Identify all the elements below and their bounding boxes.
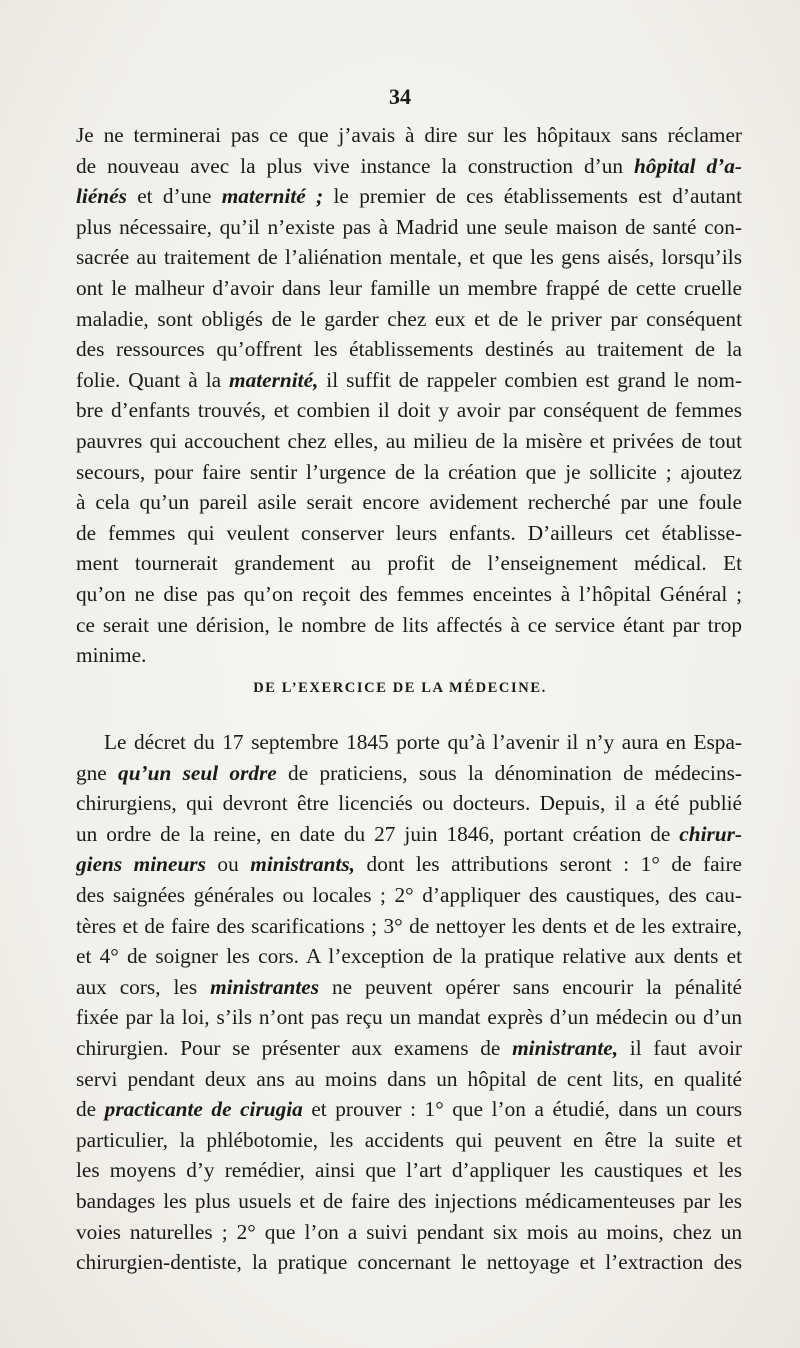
text-run: à cela qu’un pareil asile serait encore avidement recherché par une foule [76, 490, 742, 515]
text-line [76, 120, 742, 151]
text-run: chirurgiens, qui devront être licenciés ou docteurs. Depuis, il a été publié [76, 791, 742, 816]
paragraph-medicine-practice [76, 727, 742, 1278]
page-number: 34 [389, 84, 411, 109]
italic-text: maternité ; [221, 184, 324, 209]
text-line [76, 972, 742, 1003]
text-run: les moyens d’y remédier, ainsi que l’art d’appliquer les caustiques et les [76, 1158, 742, 1183]
italic-text: ministrantes [210, 974, 319, 999]
text-run: folie. Quant à la [76, 367, 230, 392]
text-line [76, 819, 742, 850]
text-run: dont les attributions seront : 1° de faire [355, 852, 742, 877]
text-line [76, 849, 742, 880]
italic-text: hôpital d’a- [634, 153, 742, 178]
text-run: plus nécessaire, qu’il n’existe pas à Madrid une seule maison de santé con- [76, 214, 742, 239]
text-run: voies naturelles ; 2° que l’on a suivi pendant six mois au moins, chez un [76, 1219, 742, 1244]
text-run: bandages les plus usuels et de faire des injections médicamenteuses par les [76, 1188, 742, 1213]
text-line [76, 487, 742, 518]
text-run: et 4° de soigner les cors. A l’exception de la pratique relative aux dents et [76, 944, 742, 969]
text-run: servi pendant deux ans au moins dans un hôpital de cent lits, en qualité [76, 1066, 742, 1091]
text-line [76, 640, 742, 671]
text-line [76, 1155, 742, 1186]
text-line [76, 212, 742, 243]
text-line [76, 1186, 742, 1217]
text-run: particulier, la phlébotomie, les accidents qui peuvent en être la suite et [76, 1127, 742, 1152]
text-line [76, 911, 742, 942]
italic-text: ministrante, [512, 1035, 619, 1060]
text-run: ou [205, 852, 251, 877]
text-run: ont le malheur d’avoir dans leur famille un membre frappé de cette cruelle [76, 275, 742, 300]
italic-text: chirur- [679, 821, 742, 846]
text-line [76, 1094, 742, 1125]
text-line [76, 1064, 742, 1095]
text-line [76, 151, 742, 182]
text-run: de femmes qui veulent conserver leurs enfants. D’ailleurs cet établisse- [76, 520, 742, 545]
text-run: minime. [76, 643, 147, 668]
text-line [76, 788, 742, 819]
text-line [76, 727, 742, 758]
text-line [76, 365, 742, 396]
text-line [76, 880, 742, 911]
text-run: pauvres qui accouchent chez elles, au milieu de la misère et privées de tout [76, 428, 742, 453]
text-run: ce serait une dérision, le nombre de lits affectés à ce service étant par trop [76, 612, 742, 637]
text-line [76, 1002, 742, 1033]
text-line [76, 181, 742, 212]
italic-text: giens mineurs [76, 852, 206, 877]
text-line [76, 758, 742, 789]
text-run: bre d’enfants trouvés, et combien il doit y avoir par conséquent de femmes [76, 398, 742, 423]
text-line [76, 304, 742, 335]
text-run: des saignées générales ou locales ; 2° d’appliquer des caustiques, des cau- [76, 882, 742, 907]
text-run: et d’une [126, 184, 222, 209]
text-line [76, 395, 742, 426]
text-line [76, 579, 742, 610]
text-line [76, 273, 742, 304]
italic-text: qu’un seul ordre [118, 760, 277, 785]
text-run: le premier de ces établissements est d’autant [323, 184, 742, 209]
italic-text: liénés [76, 184, 127, 209]
section-heading: DE L’EXERCICE DE LA MÉDECINE. [253, 680, 547, 696]
text-run: chirurgien. Pour se présenter aux examens de [76, 1035, 513, 1060]
text-run: gne [76, 760, 119, 785]
text-run: un ordre de la reine, en date du 27 juin 1846, portant création de [76, 821, 680, 846]
text-line [76, 1247, 742, 1278]
text-line [76, 1125, 742, 1156]
text-run: Le décret du 17 septembre 1845 porte qu’à l’avenir il n’y aura en Espa- [104, 730, 742, 754]
text-run: de [76, 1097, 105, 1122]
text-run: ment tournerait grandement au profit de l’enseignement médical. Et [76, 551, 742, 576]
text-run: secours, pour faire sentir l’urgence de la création que je sollicite ; ajoutez [76, 459, 742, 484]
text-line [76, 457, 742, 488]
text-run: et prouver : 1° que l’on a étudié, dans un cours [302, 1097, 742, 1122]
italic-text: practicante de cirugia [104, 1097, 303, 1122]
text-run: des ressources qu’offrent les établissements destinés au traitement de la [76, 337, 742, 362]
italic-text: maternité, [229, 367, 319, 392]
text-run: de praticiens, sous la dénomination de médecins- [276, 760, 742, 785]
text-run: sacrée au traitement de l’aliénation mentale, et que les gens aisés, lorsqu’ils [76, 245, 742, 270]
text-line [76, 518, 742, 549]
text-run: tères et de faire des scarifications ; 3° de nettoyer les dents et de les extraire, [76, 913, 742, 938]
paragraph-hospitals [76, 120, 742, 671]
text-run: ne peuvent opérer sans encourir la pénalité [318, 974, 742, 999]
text-line [76, 1033, 742, 1064]
text-line [76, 610, 742, 641]
text-line [76, 242, 742, 273]
text-line [76, 426, 742, 457]
text-line [76, 941, 742, 972]
text-run: Je ne terminerai pas ce que j’avais à dire sur les hôpitaux sans réclamer [76, 123, 742, 147]
text-run: fixée par la loi, s’ils n’ont pas reçu un mandat exprès d’un médecin ou d’un [76, 1005, 742, 1030]
text-run: il suffit de rappeler combien est grand le nom- [318, 367, 742, 392]
text-run: maladie, sont obligés de le garder chez eux et de le priver par conséquent [76, 306, 742, 331]
text-line [76, 334, 742, 365]
text-run: aux cors, les [76, 974, 211, 999]
text-run: il faut avoir [618, 1035, 742, 1060]
text-line [76, 548, 742, 579]
text-run: de nouveau avec la plus vive instance la construction d’un [76, 153, 634, 178]
text-line [76, 1217, 742, 1248]
text-run: chirurgien-dentiste, la pratique concernant le nettoyage et l’extraction des [76, 1250, 742, 1275]
text-run: qu’on ne dise pas qu’on reçoit des femmes enceintes à l’hôpital Général ; [76, 581, 742, 606]
italic-text: ministrants, [250, 852, 356, 877]
